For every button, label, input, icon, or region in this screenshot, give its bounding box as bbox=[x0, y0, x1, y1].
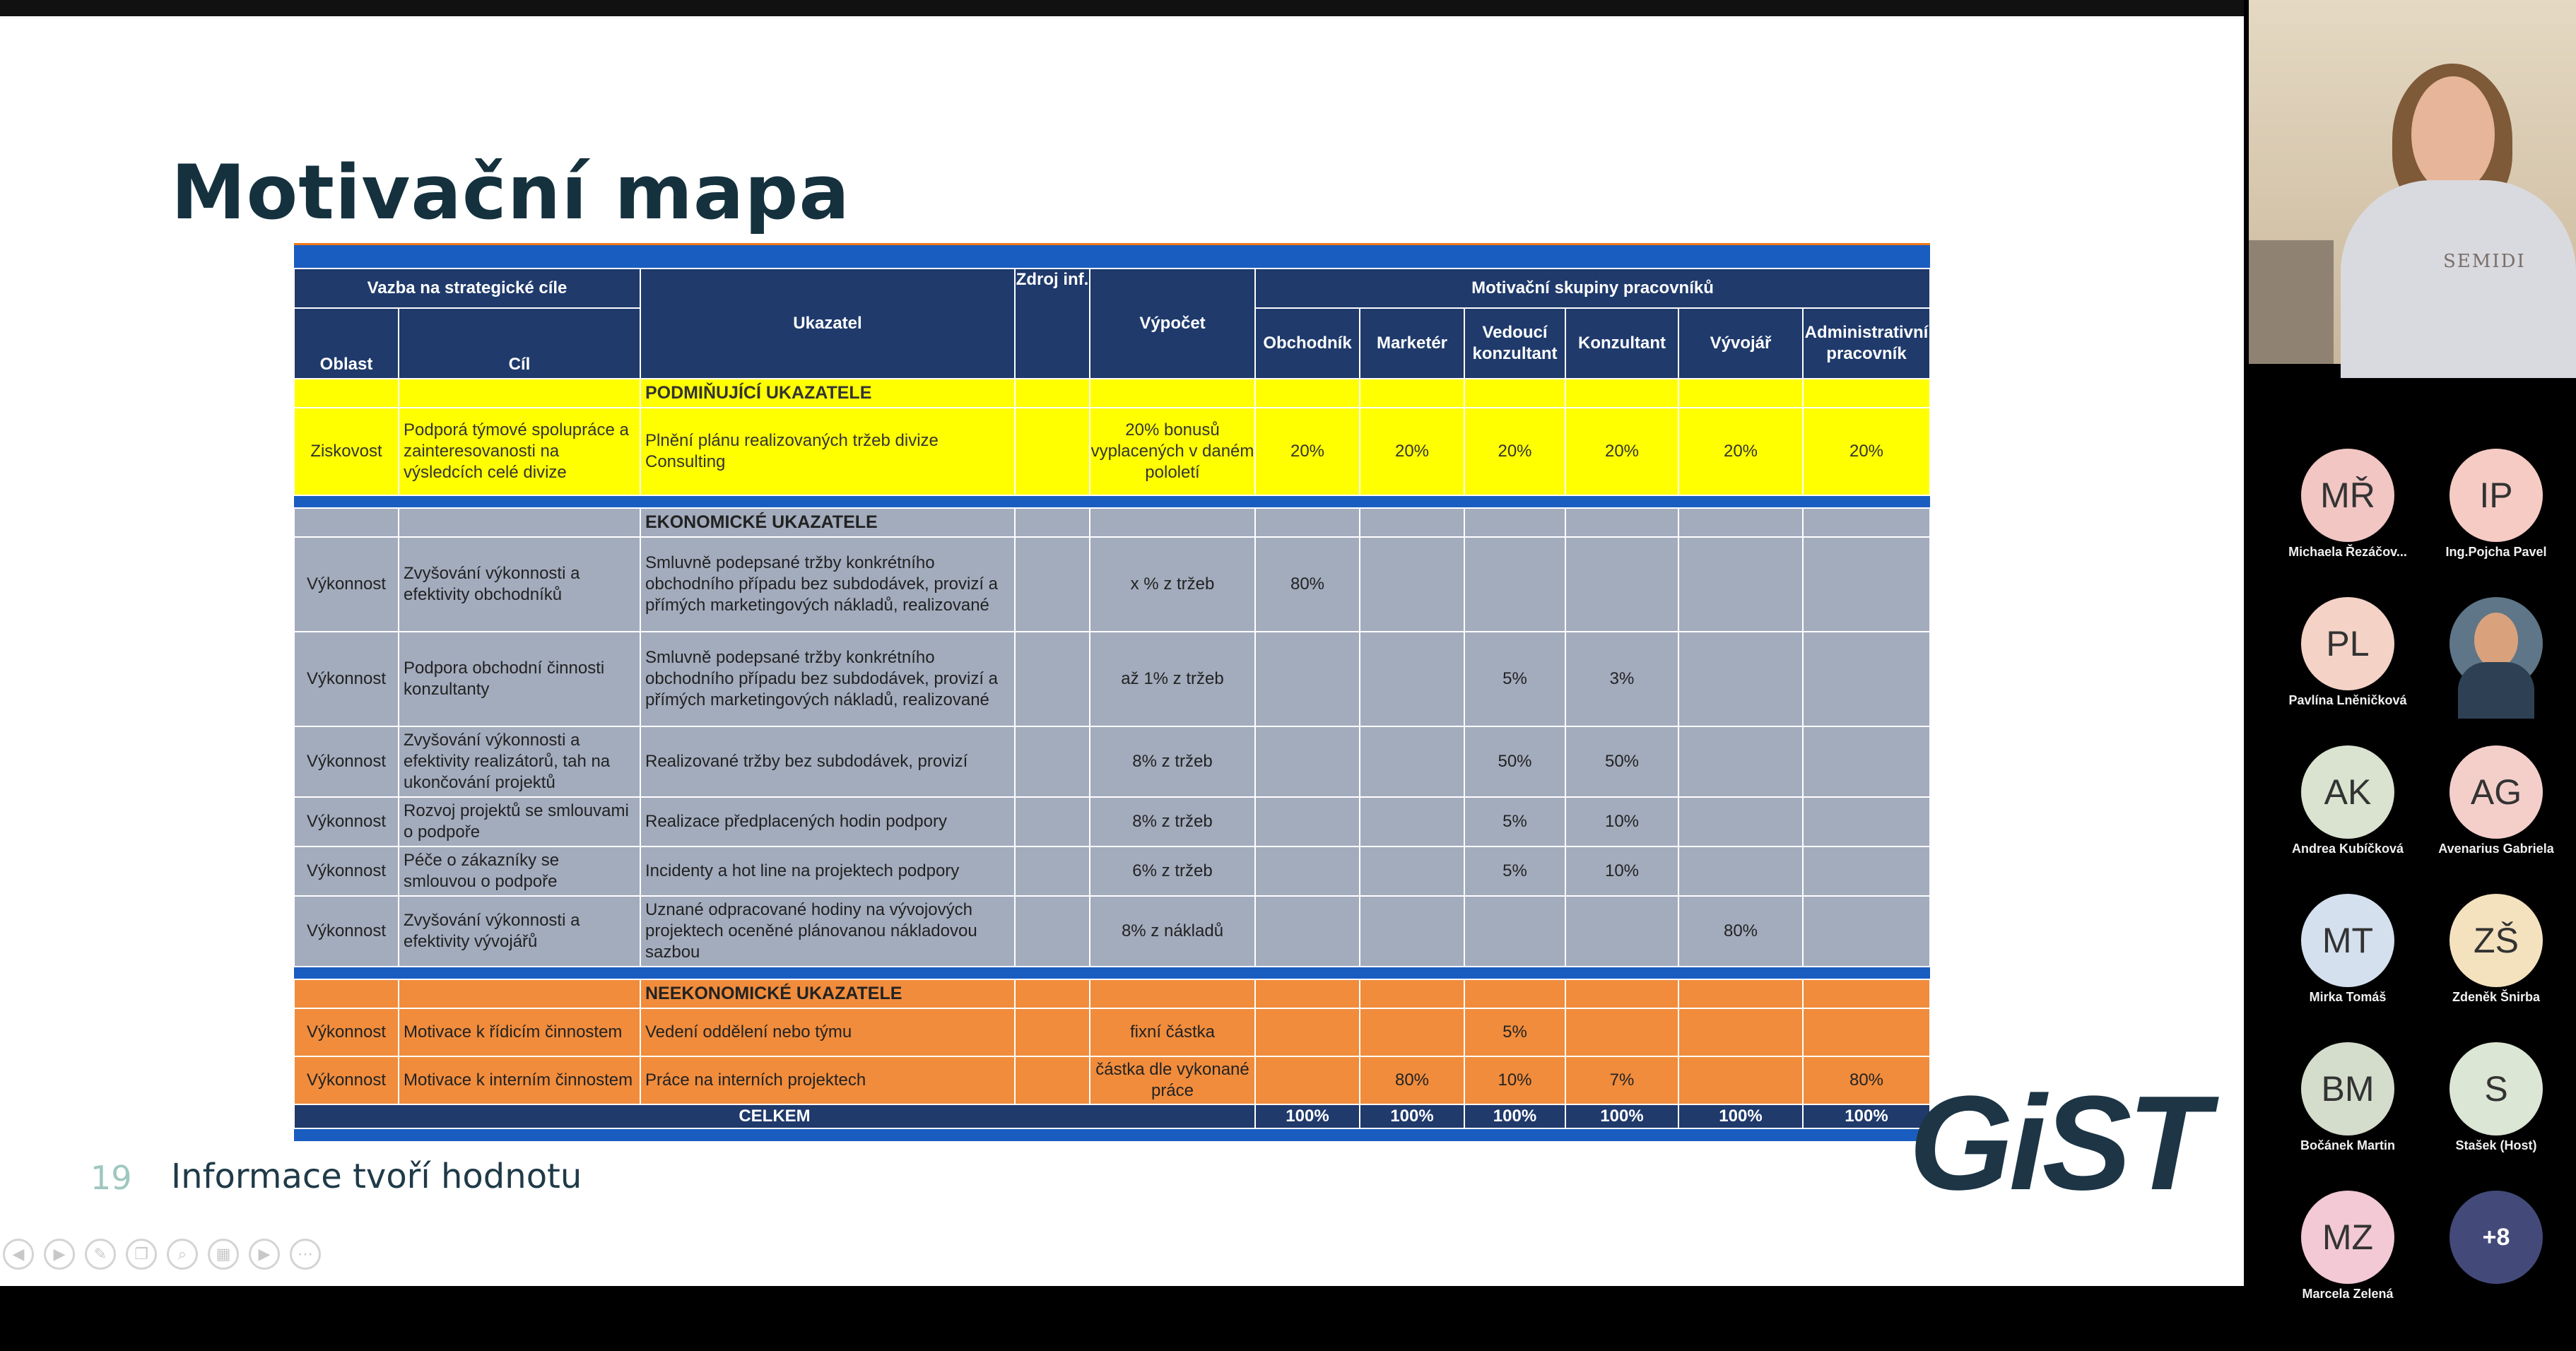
participant-name: Mirka Tomáš bbox=[2309, 990, 2387, 1004]
cell-zdroj bbox=[1015, 846, 1090, 896]
cell-group-value bbox=[1678, 1056, 1803, 1104]
header-cil: Cíl bbox=[399, 308, 640, 379]
cell-group-value: 80% bbox=[1360, 1056, 1464, 1104]
cell-cil: Zvyšování výkonnosti a efektivity realizátorů, tah na ukončování projektů bbox=[399, 726, 640, 797]
section-empty-cell bbox=[294, 979, 399, 1008]
header-ukazatel: Ukazatel bbox=[640, 269, 1015, 379]
cell-oblast: Výkonnost bbox=[294, 797, 399, 846]
cell-group-value: 80% bbox=[1255, 537, 1360, 632]
participant-avatar: MT bbox=[2301, 894, 2394, 987]
section-empty-cell bbox=[1803, 508, 1930, 537]
participant-avatar: AG bbox=[2449, 745, 2543, 839]
cell-group-value: 5% bbox=[1464, 632, 1565, 726]
cell-group-value bbox=[1803, 726, 1930, 797]
header-group-obchodnik: Obchodník bbox=[1255, 308, 1360, 379]
header-group-vyvojar: Vývojář bbox=[1678, 308, 1803, 379]
section-divider-band bbox=[294, 967, 1930, 979]
section-row-noneconomic bbox=[294, 979, 1930, 1008]
header-zdroj: Zdroj inf. bbox=[1015, 269, 1090, 379]
cell-vypocet: x % z tržeb bbox=[1090, 537, 1255, 632]
cell-group-value bbox=[1565, 896, 1678, 967]
cell-group-value bbox=[1360, 1008, 1464, 1056]
participant-avatar: MŘ bbox=[2301, 449, 2394, 542]
cell-group-value bbox=[1565, 537, 1678, 632]
next-icon[interactable]: ▶ bbox=[44, 1239, 75, 1270]
section-row-conditional bbox=[294, 379, 1930, 408]
cell-group-value: 80% bbox=[1678, 896, 1803, 967]
cell-ukazatel: Realizované tržby bez subdodávek, provizí bbox=[640, 726, 1015, 797]
cell-oblast: Výkonnost bbox=[294, 726, 399, 797]
slide-title: Motivační mapa bbox=[171, 149, 850, 236]
participant-tile[interactable] bbox=[2277, 449, 2418, 560]
section-empty-cell bbox=[1678, 508, 1803, 537]
table-row bbox=[294, 797, 1930, 846]
total-value: 100% bbox=[1464, 1104, 1565, 1128]
cell-vypocet: 6% z tržeb bbox=[1090, 846, 1255, 896]
participant-name: Andrea Kubíčková bbox=[2291, 842, 2404, 856]
cell-zdroj bbox=[1015, 1056, 1090, 1104]
cell-group-value bbox=[1360, 846, 1464, 896]
table-top-band bbox=[294, 244, 1930, 269]
cell-group-value: 10% bbox=[1464, 1056, 1565, 1104]
cell-zdroj bbox=[1015, 408, 1090, 495]
cell-group-value bbox=[1803, 632, 1930, 726]
participant-name: Zdeněk Šnirba bbox=[2452, 990, 2541, 1004]
cell-cil: Motivace k řídicím činnostem bbox=[399, 1008, 640, 1056]
cell-oblast: Výkonnost bbox=[294, 896, 399, 967]
participant-avatar: AK bbox=[2301, 745, 2394, 839]
slide-footer: Informace tvoří hodnotu bbox=[171, 1157, 582, 1196]
cell-group-value bbox=[1803, 797, 1930, 846]
top-bar bbox=[0, 0, 2244, 16]
cell-zdroj bbox=[1015, 726, 1090, 797]
cell-zdroj bbox=[1015, 1008, 1090, 1056]
participant-tile[interactable] bbox=[2277, 597, 2418, 708]
header-group-konzultant: Konzultant bbox=[1565, 308, 1678, 379]
cell-group-value: 5% bbox=[1464, 846, 1565, 896]
cell-group-value: 20% bbox=[1678, 408, 1803, 495]
video-icon[interactable]: ▶ bbox=[249, 1239, 280, 1270]
cell-group-value: 10% bbox=[1565, 797, 1678, 846]
section-empty-cell bbox=[399, 979, 640, 1008]
cell-zdroj bbox=[1015, 632, 1090, 726]
cell-vypocet: až 1% z tržeb bbox=[1090, 632, 1255, 726]
cell-group-value bbox=[1255, 1008, 1360, 1056]
cell-group-value bbox=[1255, 726, 1360, 797]
table-row bbox=[294, 1056, 1930, 1104]
section-empty-cell bbox=[1565, 508, 1678, 537]
cell-group-value bbox=[1803, 846, 1930, 896]
speaker-shirt-print: SEMIDI bbox=[2443, 251, 2526, 272]
participant-tile[interactable] bbox=[2425, 1042, 2567, 1153]
cell-oblast: Výkonnost bbox=[294, 1008, 399, 1056]
participant-tile[interactable] bbox=[2277, 1042, 2418, 1153]
section-empty-cell bbox=[399, 508, 640, 537]
header-group-marketer: Marketér bbox=[1360, 308, 1464, 379]
participant-tile[interactable] bbox=[2425, 449, 2567, 560]
cell-group-value: 50% bbox=[1565, 726, 1678, 797]
cell-group-value: 20% bbox=[1565, 408, 1678, 495]
section-empty-cell bbox=[1678, 379, 1803, 408]
total-value: 100% bbox=[1360, 1104, 1464, 1128]
header-vypocet: Výpočet bbox=[1090, 269, 1255, 379]
pen-icon[interactable]: ✎ bbox=[85, 1239, 116, 1270]
section-empty-cell bbox=[1255, 979, 1360, 1008]
section-empty-cell bbox=[1565, 979, 1678, 1008]
cell-group-value bbox=[1360, 537, 1464, 632]
section-empty-cell bbox=[1678, 979, 1803, 1008]
cell-group-value bbox=[1678, 1008, 1803, 1056]
participant-name: Ing.Pojcha Pavel bbox=[2445, 545, 2547, 559]
section-empty-cell bbox=[1565, 379, 1678, 408]
cell-oblast: Výkonnost bbox=[294, 632, 399, 726]
participant-name: Avenarius Gabriela bbox=[2438, 842, 2554, 856]
cell-cil: Podporá týmové spolupráce a zainteresovanosti na výsledcích celé divize bbox=[399, 408, 640, 495]
participant-name: Bočánek Martin bbox=[2300, 1138, 2396, 1152]
cell-zdroj bbox=[1015, 537, 1090, 632]
more-participants-count: +8 bbox=[2449, 1191, 2543, 1284]
cell-group-value bbox=[1678, 846, 1803, 896]
cell-group-value bbox=[1803, 896, 1930, 967]
participant-name: Stašek (Host) bbox=[2455, 1138, 2537, 1152]
cell-group-value: 3% bbox=[1565, 632, 1678, 726]
participant-avatar: MZ bbox=[2301, 1191, 2394, 1284]
cell-group-value bbox=[1360, 632, 1464, 726]
cell-group-value bbox=[1255, 632, 1360, 726]
total-row bbox=[294, 1104, 1930, 1128]
section-empty-cell bbox=[1090, 508, 1255, 537]
cell-ukazatel: Uznané odpracované hodiny na vývojových projektech oceněné plánovanou nákladovou sazbou bbox=[640, 896, 1015, 967]
table-row bbox=[294, 896, 1930, 967]
header-strategy: Vazba na strategické cíle bbox=[294, 269, 640, 308]
section-empty-cell bbox=[1464, 979, 1565, 1008]
cell-vypocet: 8% z tržeb bbox=[1090, 726, 1255, 797]
cell-zdroj bbox=[1015, 797, 1090, 846]
cell-group-value bbox=[1678, 726, 1803, 797]
section-empty-cell bbox=[1360, 508, 1464, 537]
cell-group-value bbox=[1464, 896, 1565, 967]
cell-group-value: 20% bbox=[1464, 408, 1565, 495]
cell-vypocet: částka dle vykonané práce bbox=[1090, 1056, 1255, 1104]
more-icon[interactable]: ⋯ bbox=[290, 1239, 321, 1270]
participant-photo bbox=[2449, 597, 2543, 690]
section-empty-cell bbox=[1803, 379, 1930, 408]
table-row bbox=[294, 846, 1930, 896]
participant-tile[interactable] bbox=[2425, 597, 2567, 708]
section-empty-cell bbox=[1360, 979, 1464, 1008]
header-motivation-groups: Motivační skupiny pracovníků bbox=[1255, 269, 1930, 308]
svg-text:GiST: GiST bbox=[1909, 1068, 2206, 1218]
section-empty-cell bbox=[399, 379, 640, 408]
cell-group-value bbox=[1360, 726, 1464, 797]
table-row bbox=[294, 1008, 1930, 1056]
section-label: NEEKONOMICKÉ UKAZATELE bbox=[640, 979, 1015, 1008]
speaker-video-tile[interactable] bbox=[2249, 0, 2576, 364]
participant-name: Pavlína Lněničková bbox=[2288, 693, 2407, 707]
total-value: 100% bbox=[1255, 1104, 1360, 1128]
participant-tile[interactable] bbox=[2425, 894, 2567, 1005]
cell-group-value bbox=[1678, 537, 1803, 632]
motivation-map-table bbox=[293, 243, 1931, 1141]
cell-group-value bbox=[1803, 1008, 1930, 1056]
cell-group-value bbox=[1803, 537, 1930, 632]
participant-name: Michaela Řezáčov... bbox=[2288, 545, 2407, 559]
section-empty-cell bbox=[1015, 979, 1090, 1008]
cell-oblast: Ziskovost bbox=[294, 408, 399, 495]
cell-group-value: 5% bbox=[1464, 1008, 1565, 1056]
header-group-vedouci-konzultant: Vedoucí konzultant bbox=[1464, 308, 1565, 379]
more-participants-button[interactable] bbox=[2425, 1191, 2567, 1284]
cell-group-value: 20% bbox=[1803, 408, 1930, 495]
cell-oblast: Výkonnost bbox=[294, 1056, 399, 1104]
cell-group-value bbox=[1255, 1056, 1360, 1104]
cell-ukazatel: Plnění plánu realizovaných tržeb divize Consulting bbox=[640, 408, 1015, 495]
cell-group-value bbox=[1565, 1008, 1678, 1056]
page-number: 19 bbox=[90, 1159, 132, 1197]
participant-name: Marcela Zelená bbox=[2302, 1287, 2394, 1301]
presentation-controls bbox=[0, 1239, 321, 1278]
cell-ukazatel: Incidenty a hot line na projektech podpory bbox=[640, 846, 1015, 896]
zoom-icon[interactable]: ⌕ bbox=[167, 1239, 198, 1270]
cell-ukazatel: Práce na interních projektech bbox=[640, 1056, 1015, 1104]
cell-zdroj bbox=[1015, 896, 1090, 967]
table-row bbox=[294, 726, 1930, 797]
section-empty-cell bbox=[1015, 508, 1090, 537]
header-oblast: Oblast bbox=[294, 308, 399, 379]
cell-group-value bbox=[1255, 896, 1360, 967]
cell-cil: Motivace k interním činnostem bbox=[399, 1056, 640, 1104]
cell-group-value bbox=[1678, 632, 1803, 726]
section-empty-cell bbox=[1464, 379, 1565, 408]
table-row bbox=[294, 632, 1930, 726]
participant-tile[interactable] bbox=[2277, 1191, 2418, 1302]
total-value: 100% bbox=[1565, 1104, 1678, 1128]
cell-group-value bbox=[1678, 797, 1803, 846]
cell-group-value bbox=[1360, 896, 1464, 967]
cell-group-value: 10% bbox=[1565, 846, 1678, 896]
participant-tile[interactable] bbox=[2277, 745, 2418, 856]
cell-group-value bbox=[1255, 797, 1360, 846]
shared-slide bbox=[0, 16, 2244, 1286]
section-empty-cell bbox=[1464, 508, 1565, 537]
cell-vypocet: fixní částka bbox=[1090, 1008, 1255, 1056]
section-empty-cell bbox=[1803, 979, 1930, 1008]
cell-cil: Zvyšování výkonnosti a efektivity obchodníků bbox=[399, 537, 640, 632]
speaker-background-shelf bbox=[2249, 240, 2334, 364]
cell-group-value: 7% bbox=[1565, 1056, 1678, 1104]
total-label: CELKEM bbox=[294, 1104, 1255, 1128]
speaker-face bbox=[2411, 76, 2495, 193]
participant-avatar: ZŠ bbox=[2449, 894, 2543, 987]
section-empty-cell bbox=[1015, 379, 1090, 408]
cell-cil: Zvyšování výkonnosti a efektivity vývojářů bbox=[399, 896, 640, 967]
section-label: EKONOMICKÉ UKAZATELE bbox=[640, 508, 1015, 537]
cell-vypocet: 20% bonusů vyplacených v daném pololetí bbox=[1090, 408, 1255, 495]
participant-avatar: S bbox=[2449, 1042, 2543, 1135]
table-bottom-band bbox=[294, 1128, 1930, 1141]
cell-oblast: Výkonnost bbox=[294, 846, 399, 896]
participant-avatar: PL bbox=[2301, 597, 2394, 690]
participant-avatar: IP bbox=[2449, 449, 2543, 542]
cell-oblast: Výkonnost bbox=[294, 537, 399, 632]
participant-avatar: BM bbox=[2301, 1042, 2394, 1135]
section-empty-cell bbox=[1255, 508, 1360, 537]
table-row bbox=[294, 537, 1930, 632]
cell-vypocet: 8% z tržeb bbox=[1090, 797, 1255, 846]
participant-tile[interactable] bbox=[2277, 894, 2418, 1005]
section-empty-cell bbox=[1255, 379, 1360, 408]
cell-group-value bbox=[1464, 537, 1565, 632]
cell-group-value bbox=[1360, 797, 1464, 846]
cell-group-value: 20% bbox=[1255, 408, 1360, 495]
grid-icon[interactable]: ▦ bbox=[208, 1239, 239, 1270]
cell-group-value: 50% bbox=[1464, 726, 1565, 797]
cell-vypocet: 8% z nákladů bbox=[1090, 896, 1255, 967]
section-empty-cell bbox=[1360, 379, 1464, 408]
section-label: PODMIŇUJÍCÍ UKAZATELE bbox=[640, 379, 1015, 408]
prev-icon[interactable]: ◀ bbox=[3, 1239, 34, 1270]
cell-group-value bbox=[1255, 846, 1360, 896]
cell-cil: Rozvoj projektů se smlouvami o podpoře bbox=[399, 797, 640, 846]
table-row bbox=[294, 408, 1930, 495]
cell-ukazatel: Smluvně podepsané tržby konkrétního obchodního případu bez subdodávek, provizí a přímých marketingových nákladů, realizované bbox=[640, 537, 1015, 632]
header-group-administrativni: Administrativní pracovník bbox=[1803, 308, 1930, 379]
section-divider-band bbox=[294, 495, 1930, 508]
cell-group-value: 5% bbox=[1464, 797, 1565, 846]
section-empty-cell bbox=[1090, 379, 1255, 408]
cell-ukazatel: Realizace předplacených hodin podpory bbox=[640, 797, 1015, 846]
cell-cil: Podpora obchodní činnosti konzultanty bbox=[399, 632, 640, 726]
cell-group-value: 20% bbox=[1360, 408, 1464, 495]
participant-tile[interactable] bbox=[2425, 745, 2567, 856]
speaker-body bbox=[2341, 180, 2576, 378]
section-empty-cell bbox=[294, 379, 399, 408]
cell-group-value: 80% bbox=[1803, 1056, 1930, 1104]
total-value: 100% bbox=[1678, 1104, 1803, 1128]
gist-logo bbox=[1905, 1068, 2206, 1218]
copy-icon[interactable]: ❐ bbox=[126, 1239, 157, 1270]
cell-ukazatel: Vedení oddělení nebo týmu bbox=[640, 1008, 1015, 1056]
total-value: 100% bbox=[1803, 1104, 1930, 1128]
section-empty-cell bbox=[1090, 979, 1255, 1008]
section-row-economic bbox=[294, 508, 1930, 537]
cell-ukazatel: Smluvně podepsané tržby konkrétního obchodního případu bez subdodávek, provizí a přímých marketingových nákladů, realizované bbox=[640, 632, 1015, 726]
cell-cil: Péče o zákazníky se smlouvou o podpoře bbox=[399, 846, 640, 896]
section-empty-cell bbox=[294, 508, 399, 537]
